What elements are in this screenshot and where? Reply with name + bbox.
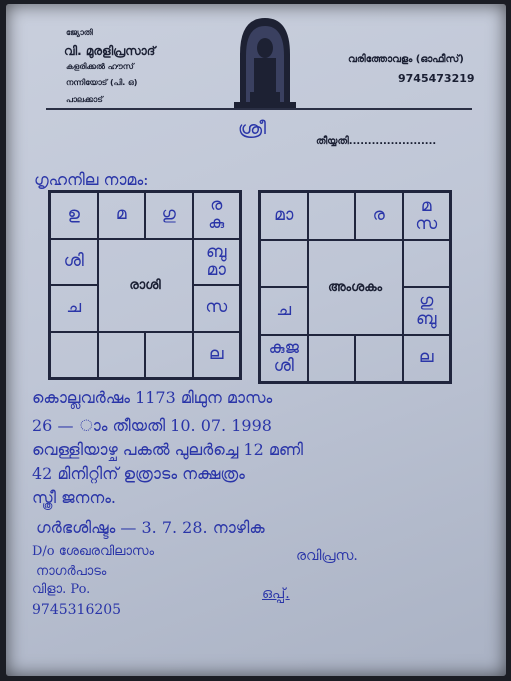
rasi-chart-house-10	[98, 332, 146, 379]
amsa-chart-house-2	[308, 192, 356, 240]
rasi-chart-house-8: സ	[193, 285, 241, 332]
amsa-chart-house-8: ഗു ബു	[403, 287, 451, 335]
header-rule	[46, 108, 472, 110]
address-phone: 9745316205	[32, 602, 122, 618]
signature-text: രവിപ്രസ.	[296, 548, 358, 564]
header-address-1: കളരിക്കൽ ഹൗസ്	[66, 62, 134, 71]
amsa-chart-house-11	[355, 335, 403, 383]
amsa-chart-house-4: മ സ	[403, 192, 451, 240]
date-field: തീയ്യതി.......................	[316, 136, 437, 147]
header-line1: ജ്യോതി	[66, 28, 93, 37]
office-label: വരിത്തോവളം (ഓഫീസ്)	[348, 54, 464, 65]
rasi-chart-house-7: ച	[50, 285, 98, 332]
address-line-1: D/o ശേഖരവിലാസം	[32, 544, 155, 559]
horoscope-title: ഗൃഹനില നാമം:	[34, 170, 149, 189]
office-phone: 9745473219	[398, 72, 475, 85]
rasi-chart-house-5: ശി	[50, 239, 98, 286]
rasi-chart-center-label: രാശി	[98, 239, 193, 332]
amsa-chart-house-6	[403, 240, 451, 288]
body-line-2: 26 — ാം തീയതി 10. 07. 1998	[32, 416, 272, 435]
address-line-2: നാഗർപാടം	[36, 564, 107, 579]
amsa-chart-house-3: ര	[355, 192, 403, 240]
rasi-chart-house-4: ര കു	[193, 192, 241, 239]
astrologer-name: വി. മുരളിപ്രസാദ്	[64, 44, 156, 58]
balance-line: ഗർഭശിഷ്ടം — 3. 7. 28. നാഴിക	[36, 518, 265, 537]
horoscope-sheet	[6, 4, 506, 676]
amsa-chart	[258, 190, 452, 384]
sri-mark: ശ്രീ	[238, 118, 266, 139]
header-address-3: പാലക്കാട്	[66, 95, 103, 104]
rasi-chart-house-9	[50, 332, 98, 379]
rasi-chart-house-11	[145, 332, 193, 379]
body-line-1: കൊല്ലവർഷം 1173 മിഥുന മാസം	[32, 388, 273, 407]
amsa-chart-house-7: ച	[260, 287, 308, 335]
amsa-chart-house-10	[308, 335, 356, 383]
body-line-4: 42 മിനിറ്റിന് ഉത്രാടം നക്ഷത്രം	[32, 464, 245, 483]
rasi-chart-house-2: മ	[98, 192, 146, 239]
address-line-3: വിളാ. Po.	[32, 582, 91, 597]
amsa-chart-house-1: മാ	[260, 192, 308, 240]
rasi-chart-house-6: ബു മാ	[193, 239, 241, 286]
rasi-chart-house-1: ഉ	[50, 192, 98, 239]
rasi-chart	[48, 190, 242, 380]
amsa-chart-house-12: ല	[403, 335, 451, 383]
rasi-chart-house-3: ഗു	[145, 192, 193, 239]
header-address-2: നന്നിയോട് (പി. ഒ)	[66, 78, 138, 87]
amsa-chart-house-5	[260, 240, 308, 288]
deity-emblem-icon	[232, 14, 298, 112]
body-line-3: വെള്ളിയാഴ്ച പകൽ പുലർച്ചെ 12 മണി	[32, 440, 303, 459]
initials-text: ഒപ്പ്.	[262, 586, 290, 602]
body-line-5: സ്ത്രീ ജനനം.	[32, 488, 117, 507]
rasi-chart-house-12: ല	[193, 332, 241, 379]
amsa-chart-center-label: അംശകം	[308, 240, 403, 335]
amsa-chart-house-9: കുജ ശി	[260, 335, 308, 383]
